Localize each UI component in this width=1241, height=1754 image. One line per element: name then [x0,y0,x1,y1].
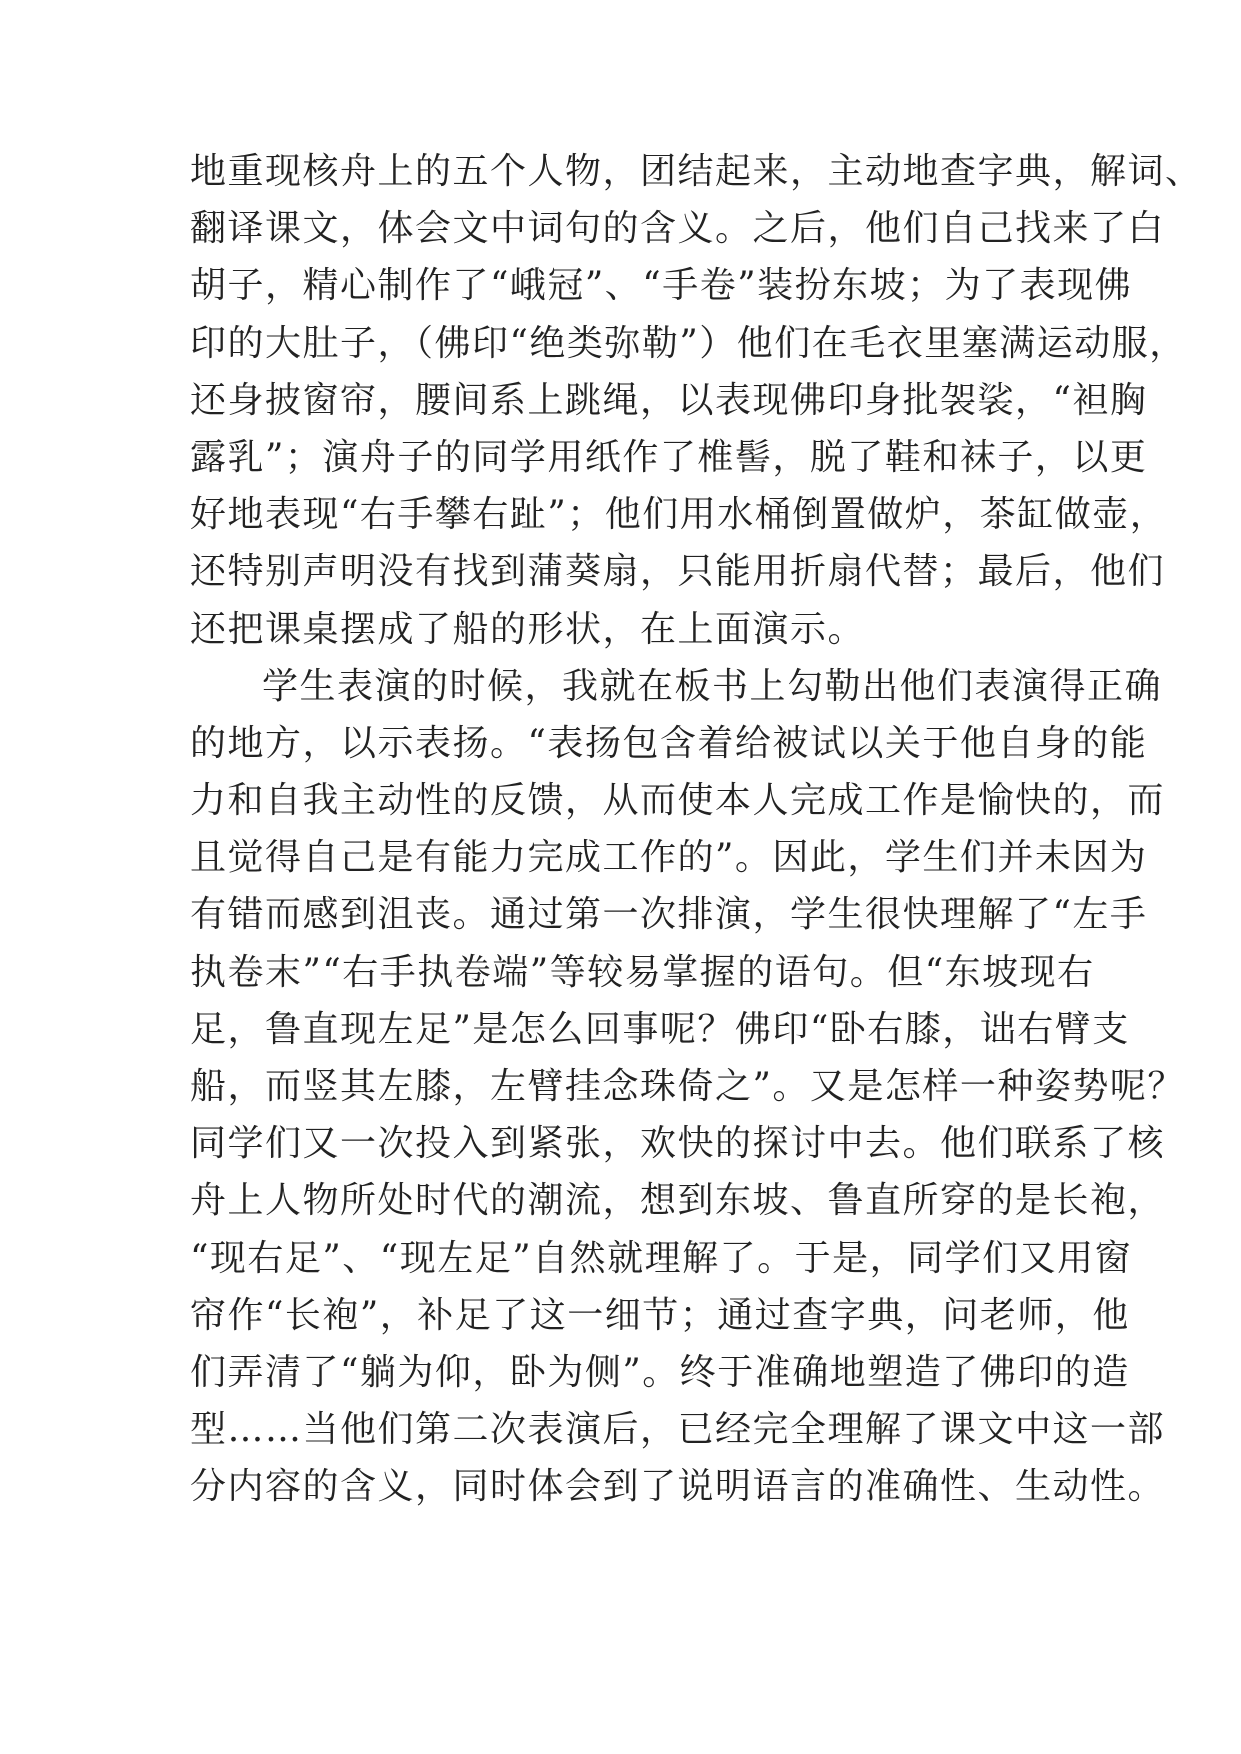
text-line: 且觉得自己是有能力完成工作的”。因此，学生们并未因为 [190,837,1148,879]
text-line: 地重现核舟上的五个人物，团结起来，主动地查字典，解词、 [190,151,1203,192]
text-line: 的地方，以示表扬。“表扬包含着给被试以关于他自身的能 [190,722,1148,764]
text-line: 学生表演的时候，我就在板书上勾勒出他们表演得正确 [262,665,1163,707]
text-line: 露乳”；演舟子的同学用纸作了椎髻，脱了鞋和袜子，以更 [190,436,1148,478]
text-line: 分内容的含义，同时体会到了说明语言的准确性、生动性。 [190,1466,1166,1508]
text-line: “现右足”、“现左足”自然就理解了。于是，同学们又用窗 [190,1237,1133,1279]
paragraph-1 [190,143,1203,658]
text-line: 还特别声明没有找到蒲葵扇，只能用折扇代替；最后，他们 [190,551,1166,593]
text-line: 执卷末”“右手执卷端”等较易掌握的语句。但“东坡现右 [190,951,1095,993]
text-line: 还身披窗帘，腰间系上跳绳，以表现佛印身批袈裟，“袒胸 [190,379,1148,421]
text-line: 型……当他们第二次表演后，已经完全理解了课文中这一部 [190,1409,1166,1451]
text-line: 有错而感到沮丧。通过第一次排演，学生很快理解了“左手 [190,894,1148,936]
text-line: 印的大肚子，（佛印“绝类弥勒”）他们在毛衣里塞满运动服， [190,322,1187,364]
text-line: 还把课桌摆成了船的形状，在上面演示。 [190,608,866,650]
text-line: 帘作“长袍”，补足了这一细节；通过查字典，问老师，他 [190,1294,1130,1336]
text-line: 船，而竖其左膝，左臂挂念珠倚之”。又是怎样一种姿势呢？ [190,1066,1185,1107]
text-line: 力和自我主动性的反馈，从而使本人完成工作是愉快的，而 [190,780,1166,822]
text-line: 舟上人物所处时代的潮流，想到东坡、鲁直所穿的是长袍， [190,1180,1166,1222]
body-text [190,143,1203,1516]
text-line: 翻译课文，体会文中词句的含义。之后，他们自己找来了白 [190,208,1166,250]
paragraph-2 [190,658,1185,1516]
text-line: 好地表现“右手攀右趾”；他们用水桶倒置做炉，茶缸做壶， [190,494,1168,536]
text-line: 们弄清了“躺为仰，卧为侧”。终于准确地塑造了佛印的造 [190,1351,1130,1393]
text-line: 足，鲁直现左足”是怎么回事呢？佛印“卧右膝，诎右臂支 [190,1008,1130,1050]
text-line: 同学们又一次投入到紧张，欢快的探讨中去。他们联系了核 [190,1123,1166,1165]
text-line: 胡子，精心制作了“峨冠”、“手卷”装扮东坡；为了表现佛 [190,265,1133,307]
